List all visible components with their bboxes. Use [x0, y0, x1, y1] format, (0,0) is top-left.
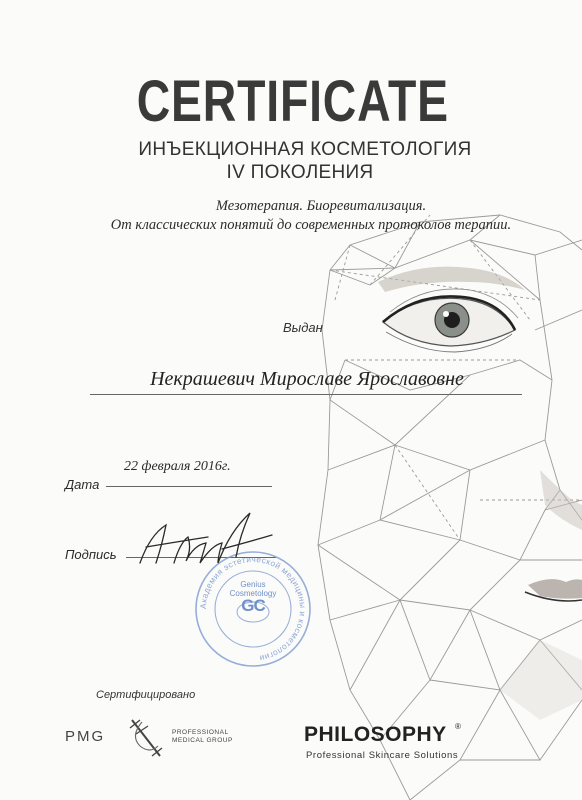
date-label: Дата	[65, 477, 100, 492]
pmg-logo-text: PMG	[65, 728, 106, 745]
date-underline	[106, 486, 272, 487]
certified-label: Сертифицировано	[96, 689, 196, 701]
stamp-center-text: Genius Cosmetology	[229, 580, 277, 598]
issued-label: Выдан	[283, 320, 323, 335]
syringe-icon	[126, 716, 166, 760]
pmg-sub-line1: PROFESSIONAL	[172, 729, 229, 736]
stamp-ring-text: Академия эстетической медицины и косметологии	[197, 553, 309, 664]
handwritten-signature	[122, 505, 282, 575]
pmg-logo-subtitle	[172, 729, 233, 745]
course-topic: Мезотерапия. Биоревитализация.	[215, 198, 427, 214]
program-generation: IV ПОКОЛЕНИЯ	[226, 162, 374, 183]
certificate-title: CERTIFICATE	[136, 69, 449, 134]
registered-mark: ®	[455, 722, 461, 731]
philosophy-logo-text: PHILOSOPHY	[304, 723, 447, 746]
recipient-name-underline	[90, 394, 522, 395]
eye-drawing	[383, 289, 518, 352]
recipient-name: Некрашевич Мирославе Ярославовне	[150, 368, 464, 390]
lips-drawing	[525, 579, 582, 601]
philosophy-logo-subtitle: Professional Skincare Solutions	[306, 750, 459, 761]
stamp-initials: GC	[241, 596, 265, 615]
issue-date: 22 февраля 2016г.	[124, 459, 231, 474]
program-title: ИНЪЕКЦИОННАЯ КОСМЕТОЛОГИЯ	[138, 139, 472, 160]
signature-label: Подпись	[65, 547, 117, 562]
course-description: От классических понятий до современных протоколов терапии.	[110, 217, 512, 233]
pmg-sub-line2: MEDICAL GROUP	[172, 737, 233, 744]
